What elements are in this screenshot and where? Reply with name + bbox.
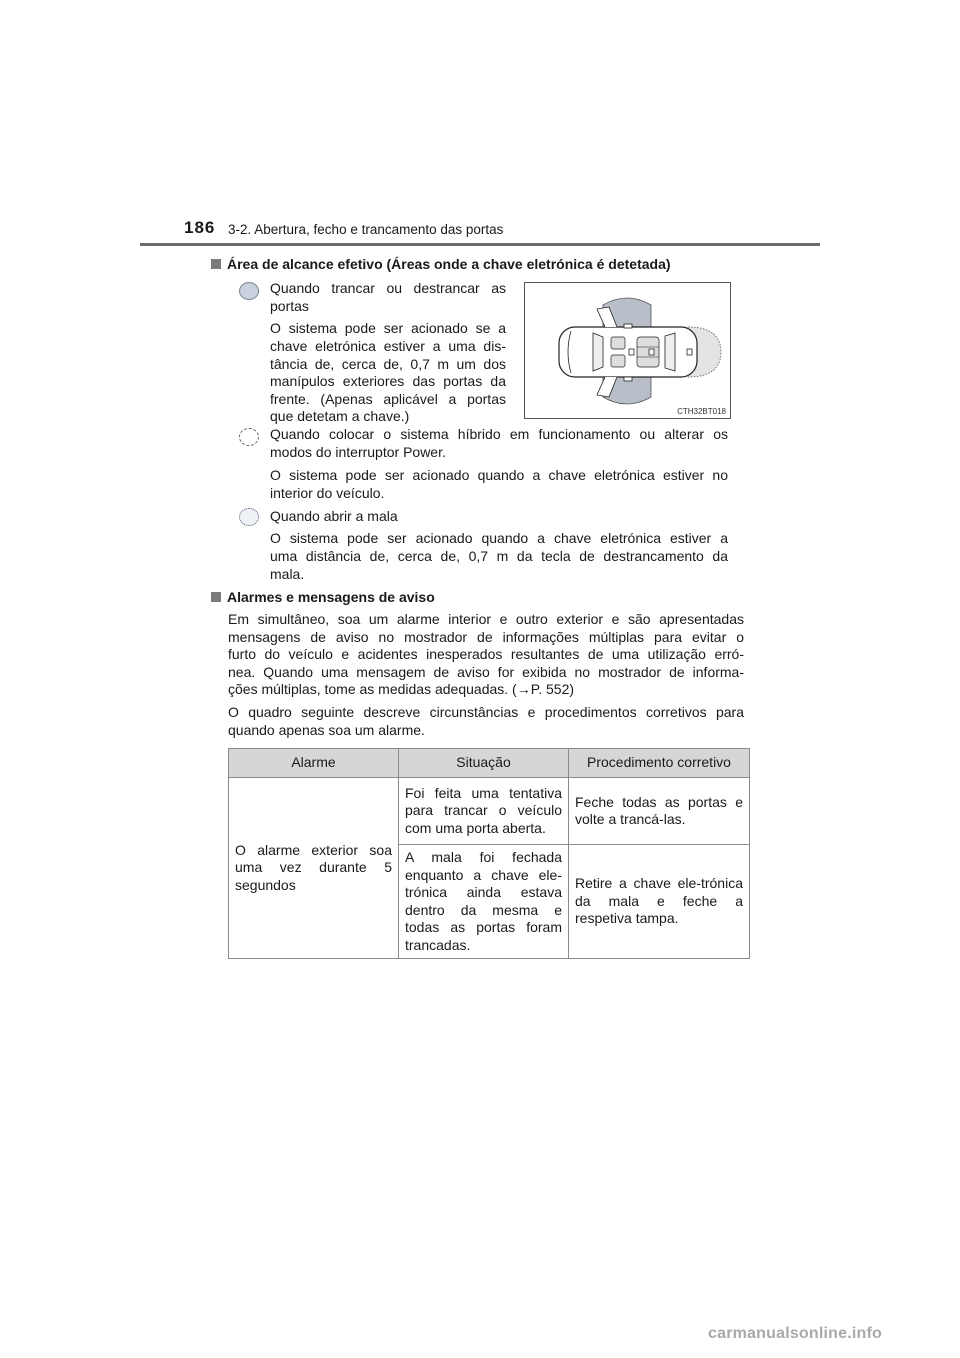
alarm-para2-line1: O quadro seguinte descreve circunstâncias e procedimentos corretivos para: [228, 704, 744, 720]
zone-a-desc-line5: frente. (Apenas aplicável a portas: [270, 391, 506, 407]
watermark-logo: carmanualsonline.info: [708, 1325, 883, 1342]
antenna-marker-trunk: [687, 349, 692, 355]
zone-c-desc-line3: mala.: [270, 566, 305, 582]
rear-window: [665, 333, 675, 371]
zone-b-desc-line1: O sistema pode ser acionado quando a chave eletrónica estiver no: [270, 467, 728, 483]
rear-seat: [637, 337, 659, 367]
zone-a-label-line1: Quando trancar ou destrancar as: [270, 280, 506, 296]
zone-a-desc-line2: chave eletrónica estiver a uma dis-: [270, 338, 506, 354]
cell-alarm: O alarme exterior soa uma vez durante 5 segundos: [229, 778, 399, 959]
alarm-para1-line3: furto do veículo e acidentes inesperados resultantes de uma utilização erró-: [228, 646, 744, 662]
section-heading-alarms: [211, 589, 435, 605]
header-situation: Situação: [399, 749, 569, 778]
section-heading-detection-area: [211, 256, 671, 272]
zone-a-desc-line4: manípulos exteriores das portas da: [270, 373, 506, 389]
alarm-para1-line2: mensagens de aviso no mostrador de informações múltiplas para evitar o: [228, 629, 744, 645]
alarm-para1-line1: Em simultâneo, soa um alarme interior e outro exterior e são apresentadas: [228, 611, 744, 627]
antenna-marker-front-right: [624, 377, 632, 381]
antenna-marker-interior-1: [629, 349, 634, 355]
zone-a-desc-line6: que detetam a chave.): [270, 408, 410, 424]
table-row: [229, 778, 750, 845]
section-heading-text: Área de alcance efetivo (Áreas onde a chave eletrónica é detetada): [227, 256, 671, 272]
cell-procedure: Feche todas as portas e volte a trancá-las.: [569, 778, 750, 845]
car-top-view-diagram: [525, 283, 732, 420]
antenna-marker-front-left: [624, 324, 632, 328]
zone-c-label: Quando abrir a mala: [270, 508, 398, 524]
square-bullet-icon: [211, 259, 221, 269]
table-header-row: [229, 749, 750, 778]
zone-c-desc-line2: uma distância de, cerca de, 0,7 m da tecla de destrancamento da: [270, 548, 728, 564]
car-body: [559, 327, 697, 377]
zone-a-label-line2: portas: [270, 298, 309, 314]
zone-b-desc-line2: interior do veículo.: [270, 485, 385, 501]
seat-front-right: [611, 355, 625, 367]
cell-situation: A mala foi fechada enquanto a chave ele-trónica ainda estava dentro da mesma e todas as portas foram trancadas.: [399, 845, 569, 959]
square-bullet-icon: [211, 592, 221, 602]
figure-code: CTH32BT018: [677, 407, 726, 416]
page-number: 186: [184, 218, 216, 237]
alarm-table: [228, 748, 750, 959]
windshield: [593, 333, 603, 371]
header-procedure: Procedimento corretivo: [569, 749, 750, 778]
alarm-para1-line4: nea. Quando uma mensagem de aviso for exibida no mostrador de informa-: [228, 664, 744, 680]
antenna-marker-interior-2: [649, 349, 654, 355]
zone-c-desc-line1: O sistema pode ser acionado quando a chave eletrónica estiver a: [270, 530, 728, 546]
cell-situation: Foi feita uma tentativa para trancar o veículo com uma porta aberta.: [399, 778, 569, 845]
alarm-para2-line2: quando apenas soa um alarme.: [228, 722, 425, 738]
zone-b-label-line1: Quando colocar o sistema híbrido em funcionamento ou alterar os: [270, 426, 728, 442]
zone-b-legend-icon: [239, 428, 259, 446]
section-heading-text: Alarmes e mensagens de aviso: [227, 589, 435, 605]
header-alarm: Alarme: [229, 749, 399, 778]
zone-a-desc-line1: O sistema pode ser acionado se a: [270, 320, 506, 336]
zone-a-legend-icon: [239, 282, 259, 300]
alarm-para1-line5: ções múltiplas, tome as medidas adequadas. (→P. 552): [228, 681, 575, 697]
detection-area-figure: [524, 282, 731, 419]
header-divider: [140, 243, 820, 246]
cell-procedure: Retire a chave ele-trónica da mala e feche a respetiva tampa.: [569, 845, 750, 959]
zone-b-label-line2: modos do interruptor Power.: [270, 444, 446, 460]
seat-front-left: [611, 337, 625, 349]
chapter-title: 3-2. Abertura, fecho e trancamento das portas: [228, 222, 504, 237]
zone-a-desc-line3: tância de, cerca de, 0,7 m um dos: [270, 356, 506, 372]
zone-c-legend-icon: [239, 508, 259, 526]
